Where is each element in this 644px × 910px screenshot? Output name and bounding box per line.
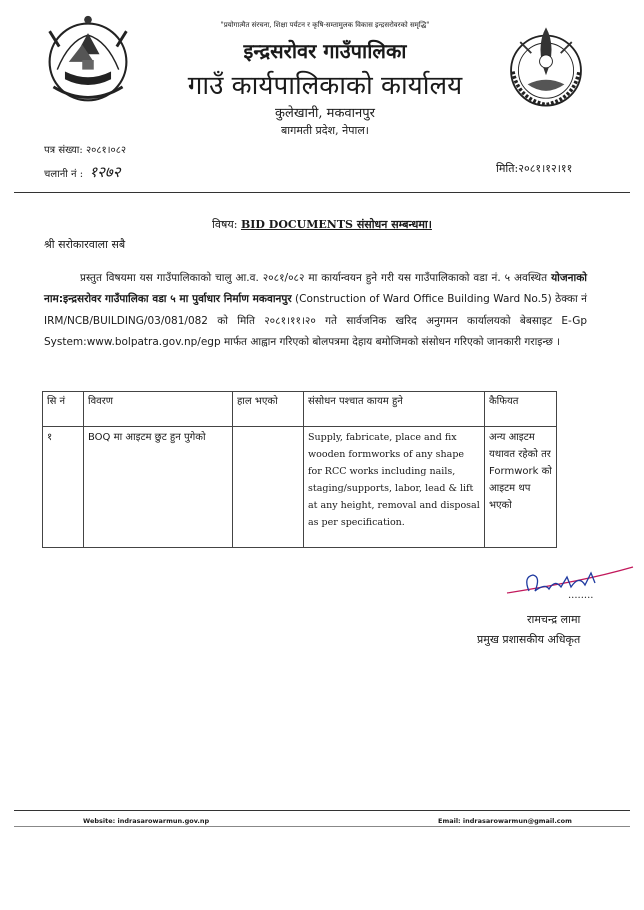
header-current: हाल भएको bbox=[233, 392, 304, 427]
cell-description: BOQ मा आइटम छुट हुन पुगेको bbox=[84, 427, 233, 548]
address-line-1: कुलेखानी, मकवानपुर bbox=[275, 106, 375, 121]
signature-dots: ........ bbox=[568, 590, 594, 601]
body-part-2: (Construction of Ward Office Building Ward No.5) ठेक्का नं IRM/NCB/BUILDING/03/081/082 को मिति २०८१।११।२० गते सार्वजनिक खरिद अनुगमन कार्यालयको बेबसाइट E-Gp System:www.bolpatra.gov.np/egp मार्फत आह्वान गरिएको बोलपत्रमा देहाय बमोजिमको संसोधन गरिएको जानकारी गराइन्छ । bbox=[44, 293, 587, 348]
subject-label: विषय: bbox=[212, 218, 238, 231]
header-tagline: "प्रयोगात्मैत संरचना, शिक्षा पर्यटन र कृषि-सम्तामुलक विकास इन्द्रसरोवरको समृद्धि" bbox=[220, 21, 430, 29]
chalani-value: १२७२ bbox=[89, 163, 121, 181]
header-divider bbox=[14, 192, 630, 193]
header-description: विवरण bbox=[84, 392, 233, 427]
chalani-label: चलानी नं : bbox=[44, 169, 84, 180]
cell-current bbox=[233, 427, 304, 548]
salutation: श्री सरोकारवाला सबै bbox=[44, 238, 126, 251]
cell-sn: १ bbox=[43, 427, 84, 548]
subject-line bbox=[0, 217, 644, 232]
header-sn: सि नं bbox=[43, 392, 84, 427]
cell-remarks: अन्य आइटम यथावत रहेको तर Formwork को आइटम थप भएको bbox=[485, 427, 557, 548]
signer-title: प्रमुख प्रशासकीय अधिकृत bbox=[477, 633, 581, 646]
office-name: गाउँ कार्यपालिकाको कार्यालय bbox=[187, 71, 463, 101]
letter-body bbox=[44, 268, 587, 353]
footer-underline bbox=[14, 826, 630, 827]
nepal-emblem-logo bbox=[40, 12, 136, 108]
body-part-1: प्रस्तुत विषयमा यस गाउँपालिकाको चालु आ.व. २०८१/०८२ मा कार्यान्वयन हुने गरी यस गाउँपालिकाको वडा नं. ५ अवस्थित bbox=[80, 272, 548, 284]
table-row bbox=[43, 427, 557, 548]
patra-number bbox=[44, 142, 126, 156]
cell-amended: Supply, fabricate, place and fix wooden formworks of any shape for RCC works including nails, staging/supports, labor, lead & lift at any height, removal and disposal as per specification. bbox=[304, 427, 485, 548]
address-line-2: बागमती प्रदेश, नेपाल। bbox=[281, 124, 369, 137]
letter-date: मिति:२०८१।१२।११ bbox=[496, 162, 573, 175]
patra-value: २०८१।०८२ bbox=[85, 145, 127, 156]
patra-label: पत्र संख्या: bbox=[44, 145, 83, 156]
table-header-row bbox=[43, 392, 557, 427]
municipality-logo bbox=[500, 20, 592, 112]
signer-name: रामचन्द्र लामा bbox=[527, 613, 581, 626]
municipality-name: इन्द्रसरोवर गाउँपालिका bbox=[243, 39, 407, 63]
footer-email: Email: indrasarowarmun@gmail.com bbox=[438, 817, 572, 825]
project-name: योजनाको नाम:इन्द्रसरोवर गाउँपालिका वडा ५ मा पुर्वाधार निर्माण मकवानपुर bbox=[44, 272, 587, 306]
footer-website: Website: indrasarowarmun.gov.np bbox=[83, 817, 210, 825]
header-remarks: कैफियत bbox=[485, 392, 557, 427]
chalani-number bbox=[44, 162, 121, 182]
subject-text: BID DOCUMENTS संसोधन सम्बन्धमा। bbox=[240, 218, 432, 231]
header-amended: संसोधन पश्चात कायम हुने bbox=[304, 392, 485, 427]
footer-divider bbox=[14, 810, 630, 811]
amendment-table bbox=[42, 391, 557, 548]
